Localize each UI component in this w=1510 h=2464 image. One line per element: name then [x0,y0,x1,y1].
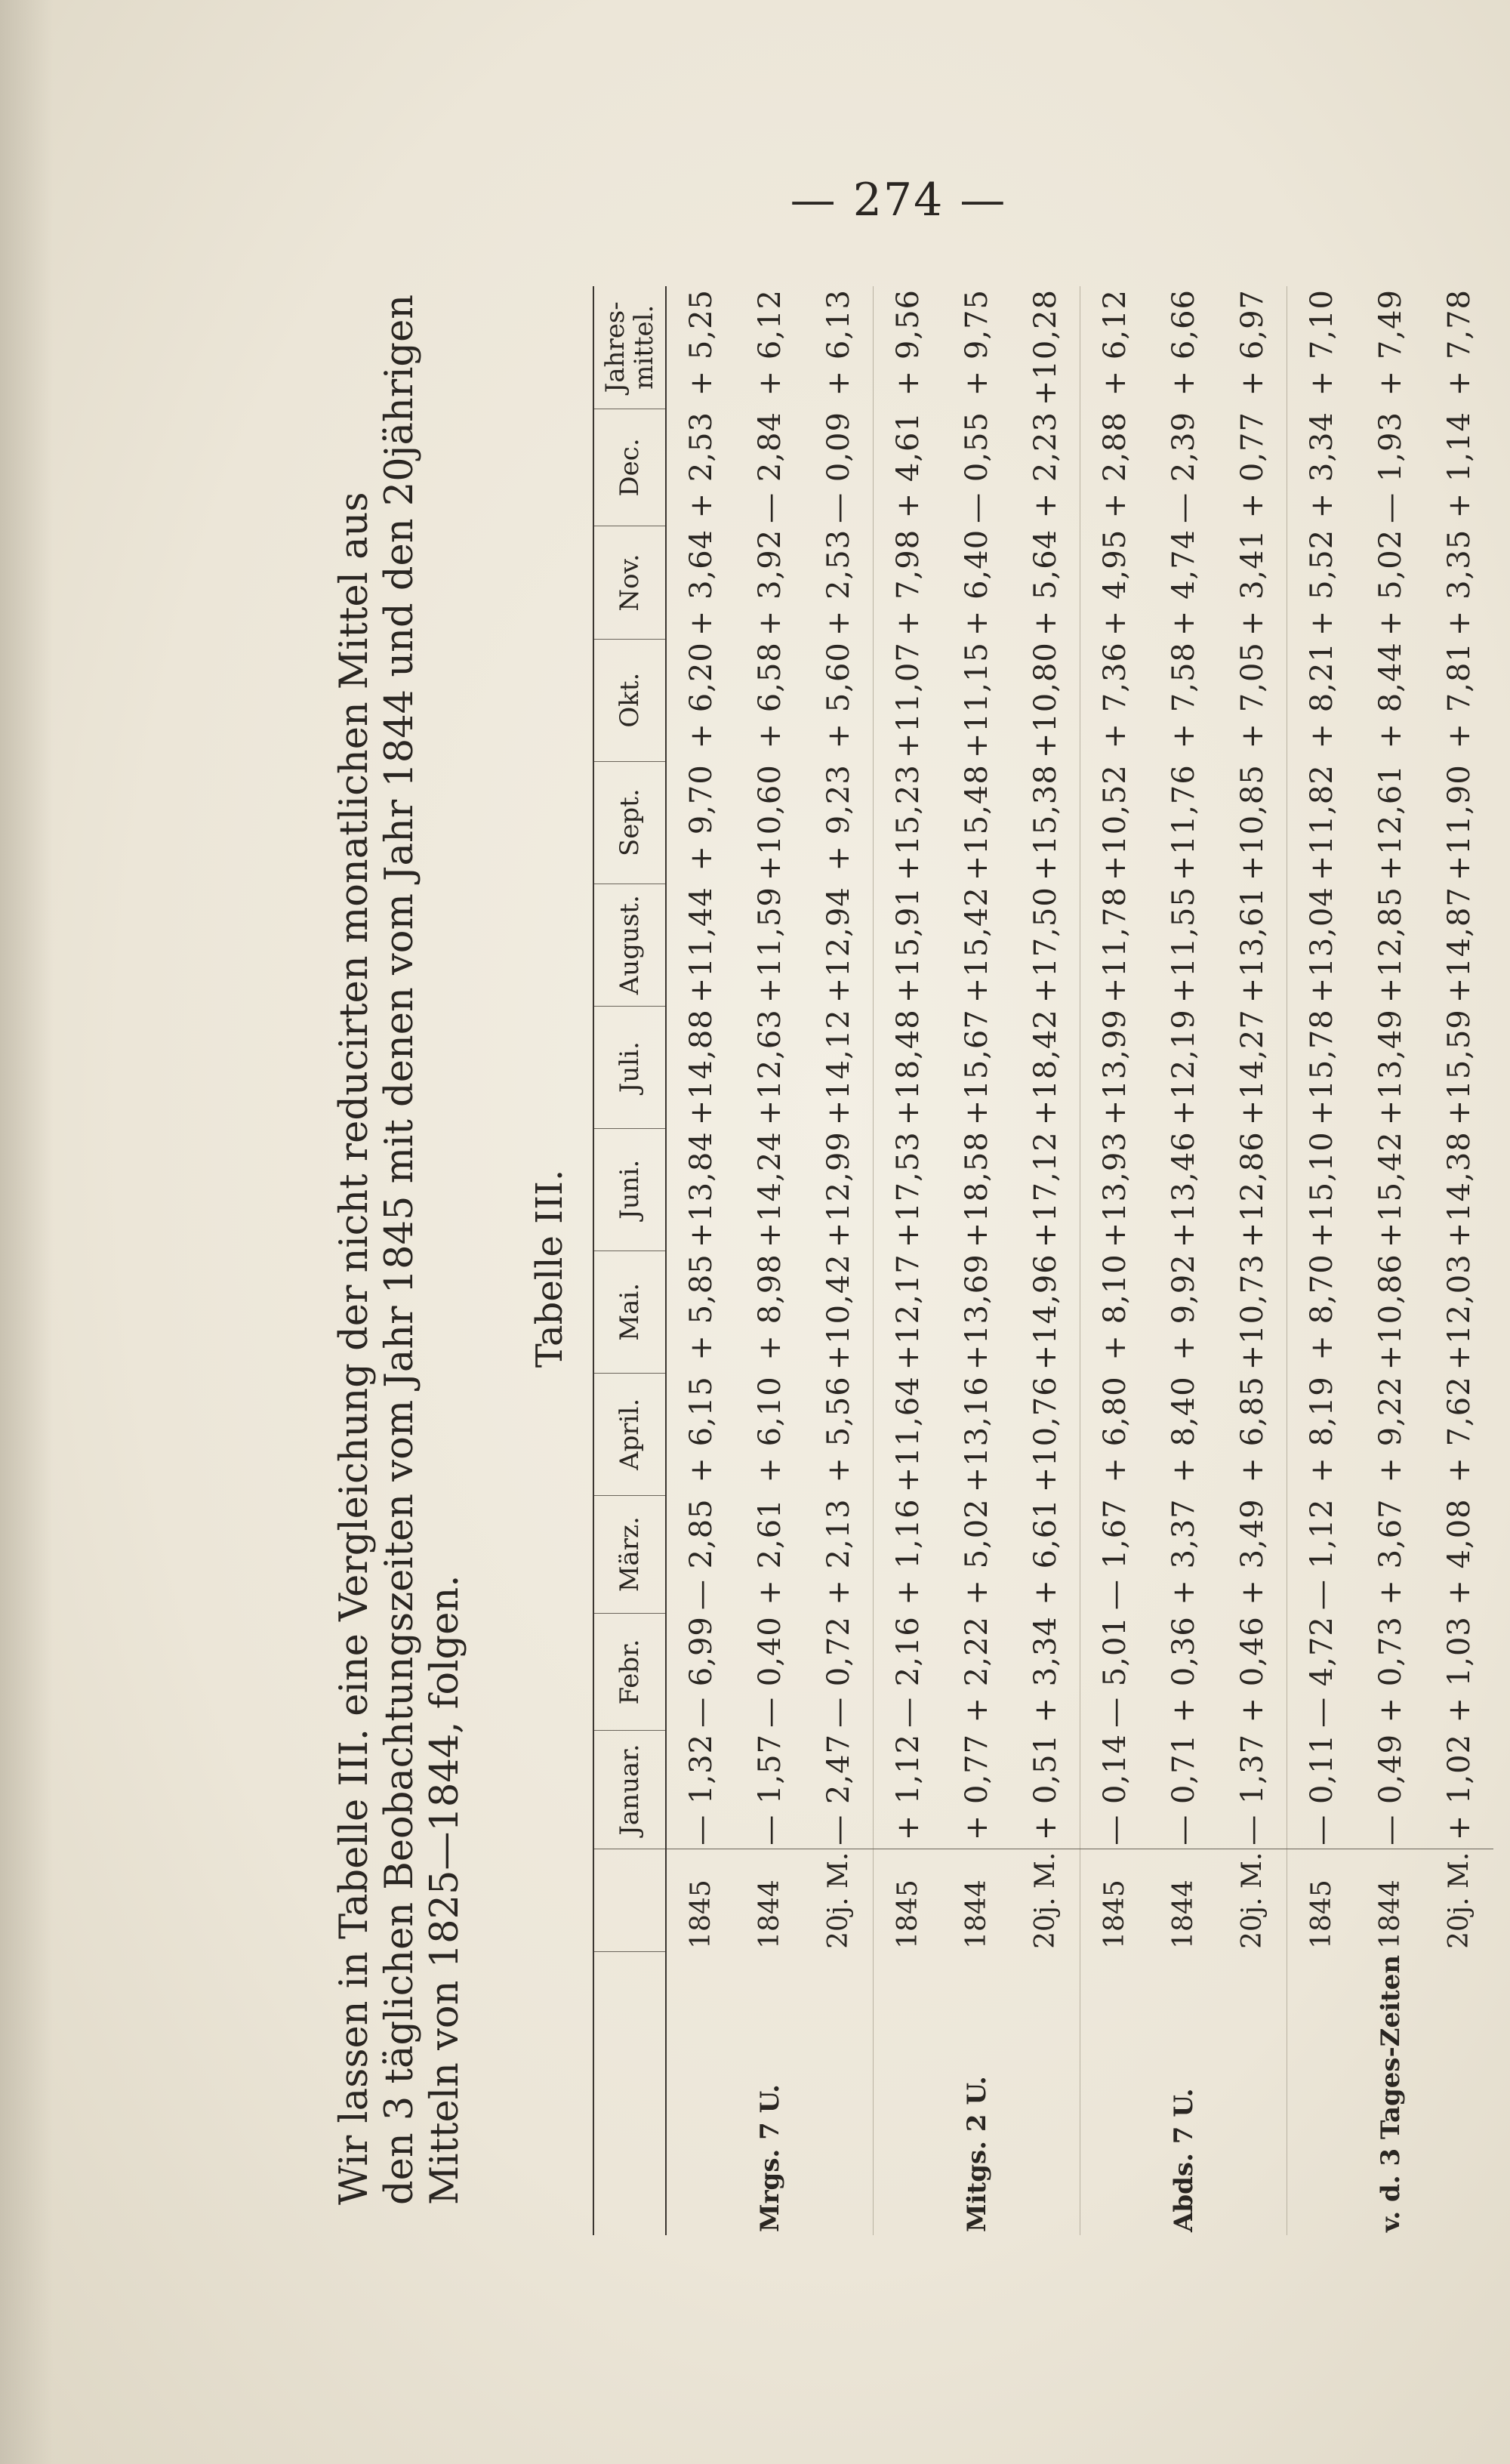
table-cell: + 3,34 [1028,1616,1063,1723]
table-cell: + 0,77 [1234,412,1270,519]
table-cell: + 5,64 [1028,529,1063,637]
table-cell: + 6,12 [1080,286,1150,409]
row-sub-label: 1845 [1287,1849,1357,1952]
table-cell: +15,23 [874,761,943,884]
table-title: Tabelle III. [528,1169,571,1368]
row-group-label: v. d. 3 Tages-Zeiten [1287,1952,1494,2235]
table-cell: + 9,70 [666,761,735,884]
header-empty-group [593,1952,666,2235]
table-cell: + 1,14 [1441,412,1477,519]
column-header: Mai. [593,1251,666,1373]
table-cell: — 2,39 [1166,412,1201,523]
table-cell: +14,27 [1234,1009,1270,1126]
table-cell: — 0,09 [821,412,856,523]
table-cell: — 4,72 [1287,1613,1357,1731]
table-cell: + 8,44 [1373,642,1408,749]
table-cell: — 0,11 [1287,1731,1357,1849]
table-cell: +14,12 [821,1009,856,1126]
row-sub-label: 1844 [942,1849,1011,1952]
table-cell: + 6,40 [959,529,994,637]
table-cell: +15,91 [874,884,943,1006]
table-cell: — 5,01 [1080,1613,1150,1731]
table-cell: +15,59 [1441,1009,1477,1126]
table-cell: — 1,32 [666,1731,735,1849]
row-sub-label: 20j. M. [804,1849,874,1952]
table-row [1218,286,1287,2235]
table-cell: — 0,55 [959,412,994,523]
table-row [942,286,1011,2235]
table-cell: — 1,37 [1234,1733,1270,1846]
table-cell: + 2,13 [821,1498,856,1605]
page-number: — 274 — [790,174,1007,227]
table-cell: + 6,13 [821,289,856,396]
table-cell: +10,60 [752,764,787,881]
table-cell: +12,63 [752,1009,787,1126]
table-row [874,286,943,2235]
table-cell: +18,48 [874,1006,943,1128]
column-header: Dec. [593,409,666,526]
table-cell: +10,85 [1234,764,1270,881]
table-cell: + 4,08 [1441,1498,1477,1605]
table-row [735,286,804,2235]
table-cell: +12,99 [821,1131,856,1248]
table-cell: + 6,20 [666,639,735,761]
table-cell: + 7,05 [1234,642,1270,749]
table-cell: +11,07 [874,639,943,761]
table-cell: + 3,64 [666,526,735,639]
table-cell: — 1,67 [1080,1495,1150,1613]
table-cell: +12,17 [874,1251,943,1373]
table-cell: +10,76 [1028,1376,1063,1493]
table-cell: +13,99 [1080,1006,1150,1128]
table-cell: + 9,23 [821,764,856,871]
table-cell: + 8,10 [1080,1251,1150,1373]
row-group-label: Abds. 7 U. [1080,1952,1287,2235]
table-cell: + 5,02 [959,1498,994,1605]
table-cell: + 3,92 [752,529,787,637]
table-cell: + 9,56 [874,286,943,409]
column-header: März. [593,1495,666,1613]
table-cell: +13,16 [959,1376,994,1493]
table-cell: + 6,80 [1080,1373,1150,1495]
table-cell: + 0,46 [1234,1616,1270,1723]
table-cell: + 8,70 [1287,1251,1357,1373]
table-cell: + 7,58 [1166,642,1201,749]
table-cell: + 5,02 [1373,529,1408,637]
row-sub-label: 1844 [1149,1849,1218,1952]
table-cell: +15,78 [1287,1006,1357,1128]
table-cell: +12,85 [1373,887,1408,1004]
table-cell: + 6,12 [752,289,787,396]
table-cell: + 5,25 [666,286,735,409]
rotated-content [332,257,1477,2235]
table-cell: + 8,19 [1287,1373,1357,1495]
table-cell: — 2,84 [752,412,787,523]
table-cell: + 6,66 [1166,289,1201,396]
table-cell: + 2,23 [1028,412,1063,519]
table-cell: +15,67 [959,1009,994,1126]
table-cell: +11,82 [1287,761,1357,884]
table-cell: +12,19 [1166,1009,1201,1126]
table-cell: + 0,36 [1166,1616,1201,1723]
table-cell: +13,49 [1373,1009,1408,1126]
table-cell: — 0,72 [821,1616,856,1728]
table-cell: +14,88 [666,1006,735,1128]
table-cell: +14,38 [1441,1131,1477,1248]
table-cell: +13,84 [666,1128,735,1251]
table-cell: +17,12 [1028,1131,1063,1248]
column-header: Sept. [593,761,666,884]
table-cell: +10,80 [1028,642,1063,759]
table-cell: + 5,85 [666,1251,735,1373]
table-cell: + 3,35 [1441,529,1477,637]
table-cell: + 8,21 [1287,639,1357,761]
table-cell: +11,78 [1080,884,1150,1006]
table-cell: +17,53 [874,1128,943,1251]
table-cell: + 5,52 [1287,526,1357,639]
table-cell: — 1,57 [752,1733,787,1846]
table-cell: — 0,71 [1166,1733,1201,1846]
column-header: Febr. [593,1613,666,1731]
row-sub-label: 1844 [1356,1849,1425,1952]
table-cell: + 4,61 [874,409,943,526]
table-cell: — 2,47 [821,1733,856,1846]
column-header: Juli. [593,1006,666,1128]
table-cell: + 7,81 [1441,642,1477,749]
table-cell: — 1,93 [1373,412,1408,523]
table-cell: + 4,95 [1080,526,1150,639]
table-cell: +15,10 [1287,1128,1357,1251]
table-cell: +13,04 [1287,884,1357,1006]
table-cell: + 1,12 [874,1731,943,1849]
table-cell: — 6,99 [666,1613,735,1731]
row-sub-label: 1845 [1080,1849,1150,1952]
table-cell: + 7,62 [1441,1376,1477,1483]
table-cell: + 6,85 [1234,1376,1270,1483]
row-sub-label: 1845 [874,1849,943,1952]
table-cell: + 9,75 [959,289,994,396]
table-cell: +14,96 [1028,1254,1063,1371]
table-cell: + 0,51 [1028,1733,1063,1841]
table-cell: + 9,22 [1373,1376,1408,1483]
table-cell: + 8,40 [1166,1376,1201,1483]
row-sub-label: 20j. M. [1218,1849,1287,1952]
table-row [666,286,735,2235]
table-cell: +11,59 [752,887,787,1004]
table-cell: + 1,16 [874,1495,943,1613]
table-cell: +12,03 [1441,1254,1477,1371]
table-cell: — 1,12 [1287,1495,1357,1613]
table-cell: + 5,60 [821,642,856,749]
column-header: Juni. [593,1128,666,1251]
column-header: April. [593,1373,666,1495]
table-cell: + 0,73 [1373,1616,1408,1723]
table-cell: +11,55 [1166,887,1201,1004]
table-row [1011,286,1080,2235]
table-cell: +17,50 [1028,887,1063,1004]
row-sub-label: 20j. M. [1425,1849,1493,1952]
table-cell: +10,28 [1028,289,1063,406]
table-cell: +14,87 [1441,887,1477,1004]
row-sub-label: 20j. M. [1011,1849,1080,1952]
intro-line-1: Wir lassen in Tabelle III. eine Vergleichung der nicht reducirten monatlichen Mittel aus [332,492,377,2205]
table-row [1425,286,1493,2235]
table-cell: +15,48 [959,764,994,881]
table-cell: + 0,77 [959,1733,994,1841]
table-row [1356,286,1425,2235]
table-cell: +13,46 [1166,1131,1201,1248]
table-cell: +14,24 [752,1131,787,1248]
table-cell: + 6,61 [1028,1498,1063,1605]
table-cell: + 2,53 [821,529,856,637]
table-cell: + 3,34 [1287,409,1357,526]
header-row [593,286,666,2235]
table-cell: + 5,56 [821,1376,856,1483]
table-cell: +13,61 [1234,887,1270,1004]
table-cell: +15,38 [1028,764,1063,881]
table-row [1149,286,1218,2235]
table-cell: + 2,61 [752,1498,787,1605]
table-cell: +11,76 [1166,764,1201,881]
header-empty-sub [593,1849,666,1952]
table-cell: — 2,85 [666,1495,735,1613]
table-cell: + 3,67 [1373,1498,1408,1605]
table-cell: + 1,02 [1441,1733,1477,1841]
table-cell: + 6,10 [752,1376,787,1483]
data-table [593,286,1493,2235]
row-sub-label: 1845 [666,1849,735,1952]
table-cell: +12,86 [1234,1131,1270,1248]
table-cell: +11,44 [666,884,735,1006]
table-cell: — 2,16 [874,1613,943,1731]
table-cell: + 4,74 [1166,529,1201,637]
table-cell: + 9,92 [1166,1254,1201,1361]
table-row [804,286,874,2235]
table-cell: + 7,36 [1080,639,1150,761]
table-cell: +10,86 [1373,1254,1408,1371]
table-cell: +12,94 [821,887,856,1004]
table-cell: +12,61 [1373,764,1408,881]
table-cell: + 8,98 [752,1254,787,1361]
table-cell: + 2,88 [1080,409,1150,526]
table-cell: + 7,10 [1287,286,1357,409]
table-cell: +15,42 [1373,1131,1408,1248]
row-group-label: Mitgs. 2 U. [874,1952,1080,2235]
table-cell: +10,52 [1080,761,1150,884]
table-cell: + 7,49 [1373,289,1408,396]
table-cell: +11,15 [959,642,994,759]
column-header: Okt. [593,639,666,761]
table-cell: + 3,37 [1166,1498,1201,1605]
row-sub-label: 1844 [735,1849,804,1952]
page-edge-shadow [0,0,53,2464]
table-cell: +13,93 [1080,1128,1150,1251]
intro-line-3: Mitteln von 1825—1844, folgen. [423,1574,467,2205]
table-row [1287,286,1357,2235]
table-cell: + 1,03 [1441,1616,1477,1723]
table-cell: +10,73 [1234,1254,1270,1371]
table-cell: — 0,14 [1080,1731,1150,1849]
table-cell: +15,42 [959,887,994,1004]
row-group-label: Mrgs. 7 U. [666,1952,874,2235]
intro-line-2: den 3 täglichen Beobachtungszeiten vom Jahr 1845 mit denen vom Jahr 1844 und den 20jährigen [378,294,422,2205]
table-cell: +18,42 [1028,1009,1063,1126]
table-cell: + 6,58 [752,642,787,749]
table-cell: + 3,41 [1234,529,1270,637]
table-cell: +13,69 [959,1254,994,1371]
table-cell: +10,42 [821,1254,856,1371]
table-cell: + 6,97 [1234,289,1270,396]
table-cell: +11,64 [874,1373,943,1495]
column-header: Nov. [593,526,666,639]
table-row [1080,286,1150,2235]
table-cell: +11,90 [1441,764,1477,881]
column-header: Jahres-mittel. [593,286,666,409]
table-cell: + 6,15 [666,1373,735,1495]
table-cell: + 7,98 [874,526,943,639]
table-cell: + 3,49 [1234,1498,1270,1605]
table-cell: — 0,40 [752,1616,787,1728]
table-cell: — 0,49 [1373,1733,1408,1846]
column-header: Januar. [593,1731,666,1849]
table-cell: + 2,22 [959,1616,994,1723]
column-header: August. [593,884,666,1006]
intro-paragraph [332,272,468,2205]
table-cell: +18,58 [959,1131,994,1248]
table-cell: + 7,78 [1441,289,1477,396]
table-body [666,286,1493,2235]
table-cell: + 2,53 [666,409,735,526]
